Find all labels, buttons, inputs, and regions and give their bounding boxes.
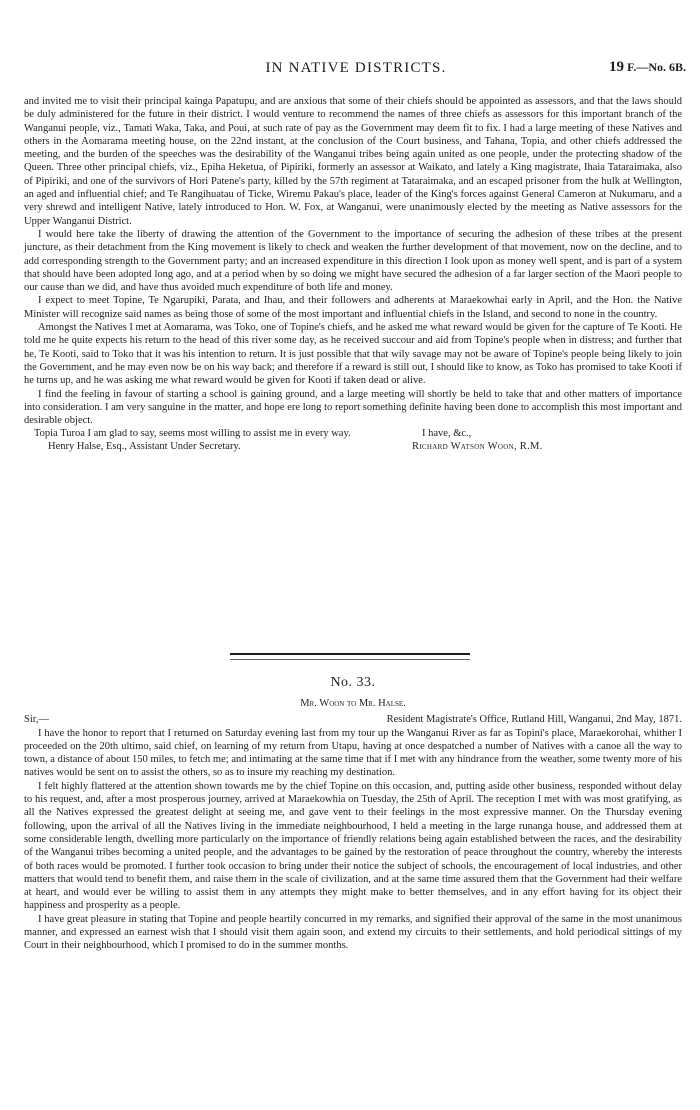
page-header <box>26 60 686 82</box>
section-divider-thin <box>230 659 470 660</box>
signature: Richard Watson Woon, R.M. <box>412 441 543 453</box>
salutation-line <box>24 713 682 727</box>
paragraph: I find the feeling in favour of starting a school is gaining ground, and a large meeting will shortly be held to take that and other matters of importance into consideration. I am very sanguine in the matter, and hope ere long to report something definite having been done to accomplish this most important and desirable object. <box>24 388 682 427</box>
paragraph: I have the honor to report that I returned on Saturday evening last from my tour up the Wanganui River as far as Topini's place, Maraekorohai, whither I proceeded on the 20th ultimo, said chief, on learning of my return from Utapu, having at once despatched a number of Natives with a canoe all the way to town, a distance of about 150 miles, to fetch me; and intimating at the same time that if I met with any hindrance from the weather, some twenty more of his natives would be sent on to assist the others, so as to insure my reaching my destination. <box>24 727 682 779</box>
document-reference: F.—No. 6B. <box>627 60 686 74</box>
page-number: 19 <box>609 59 624 75</box>
paragraph: I would here take the liberty of drawing the attention of the Government to the importance of securing the adhesion of these tribes at the present juncture, as their detachment from the King movement is likely to check and weaken the further development of that movement, now on the decline, and to add corresponding strength to the Government party; and an increased expenditure in this direction I look upon as money well spent, and is part of a system that should have been adopted long ago, and at a period when by so doing we might have secured the adhesion of a far larger section of the Maori people to our cause than we did, and have thus avoided much expenditure of both life and money. <box>24 228 682 294</box>
paragraph: Amongst the Natives I met at Aomarama, was Toko, one of Topine's chiefs, and he asked me what reward would be given for the capture of Te Kooti. He told me he quite expects his return to the head of this river some day, as he received succour and aid from Topine's people when in distress; and further that he, Te Kooti, said to Toko that it was his intention to return. It is just possible that that wily savage may not be aware of Topine's people being likely to join the Government, and he may even now be on his way back; and therefore if a reward is still out, I should like to know, as Toko has promised to take Kooti if he turns up, and he was asking me what reward would be given for Kooti if taken dead or alive. <box>24 322 682 387</box>
paragraph: I have great pleasure in stating that Topine and people heartily concurred in my remarks, and signified their approval of the same in the most unanimous manner, and expressed an earnest wish that I should visit them again soon, and extend my circuits to their settlements, and hold periodical sittings of my Court in their neighbourhood, which I promised to do in the summer months. <box>24 913 682 952</box>
letter-from-to: Mr. Woon to Mr. Halse. <box>300 698 406 710</box>
closing-formula: I have, &c., <box>422 428 472 440</box>
addressee: Henry Halse, Esq., Assistant Under Secretary. <box>48 441 241 453</box>
running-title: IN NATIVE DISTRICTS. <box>265 60 447 76</box>
closing-remark: Topia Turoa I am glad to say, seems most willing to assist me in every way. <box>34 428 351 440</box>
salutation: Sir,— <box>24 713 49 725</box>
section-divider <box>230 653 470 655</box>
letter-33 <box>24 676 682 953</box>
sender-address: Resident Magistrate's Office, Rutland Hill, Wanganui, 2nd May, 1871. <box>386 713 682 725</box>
paragraph: and invited me to visit their principal kainga Papatupu, and are anxious that some of their chiefs should be appointed as assessors, and that the laws should be duly administered for the future in their district. I would venture to recommend the names of three chiefs as assessors for this important branch of the Wanganui people, viz., Tamati Waka, Taka, and Poui, at such rate of pay as the Government may deem fit to fix. I had a large meeting of these Natives and others in the Aomarama meeting house, on the 22nd instant, at the conclusion of the Court business, and Tahana, Topia, and other chiefs addressed the meeting, and the burden of the speeches was the desirability of the Wanganui tribes being again united as one people, under the protecting shadow of the Queen. Three other principal chiefs, viz., Epiha Heketua, of Pipiriki, formerly an assessor at Waikato, and lately a King magistrate, Ihaia Tataraimaka, also of Pipiriki, and one of the survivors of Hori Patene's party, killed by the 57th regiment at Tataraimaka, and an escaped prisoner from the hulk at Wellington, an aged and influential chief; and Te Rangihuatau of Ticke, Wiremu Pakau's place, leader of the King's forces against General Cameron at Nukumaru, and a very shrewd and intelligent Native, lately introduced to Hon. W. Fox, at Wanganui, were unanimously elected by the meeting as Native assessors for the Upper Wanganui District. <box>24 96 682 227</box>
paragraph: I expect to meet Topine, Te Ngarupiki, Parata, and Ihau, and their followers and adherents at Maraekowhai early in April, and the Hon. the Native Minister will recognize said names as being those of some of the most important and influential chiefs in the Island, and second to none in the country. <box>24 295 682 320</box>
letter-32-body <box>24 95 682 467</box>
paragraph: I felt highly flattered at the attention shown towards me by the chief Topine on this occasion, and, putting aside other business, responded without delay to his request, and, after a most prosperous journey, arrived at Maraekowhia on Tuesday, the 25th of April. The reception I met with was most gratifying, as all the Natives expressed the greatest delight at seeing me, and gave vent to their feelings in the most expressive manner. On the Thursday evening following, upon the arrival of all the Natives living in the immediate neighbourhood, I held a meeting in the large runanga house, and addressed them at some considerable length, dwelling more particularly on the importance of friendly relations being again established between the races, and the desirability of the Wanganui tribes becoming a united people, and the advantages to be gained by the restoration of peace throughout the country, whereby the interests of both races would be promoted. I further took occasion to bring under their notice the subject of schools, the encouragement of local industries, and other matters that would tend to benefit them, and raise them in the scale of civilization, and at the same time assured them that the Government had their welfare at heart, and would ever be willing to assist them in any attempts they might make to better themselves, and in any effort having for its object their happiness and prosperity as a people. <box>24 780 682 912</box>
signature-block <box>24 427 682 467</box>
letter-number: No. 33. <box>330 675 376 690</box>
